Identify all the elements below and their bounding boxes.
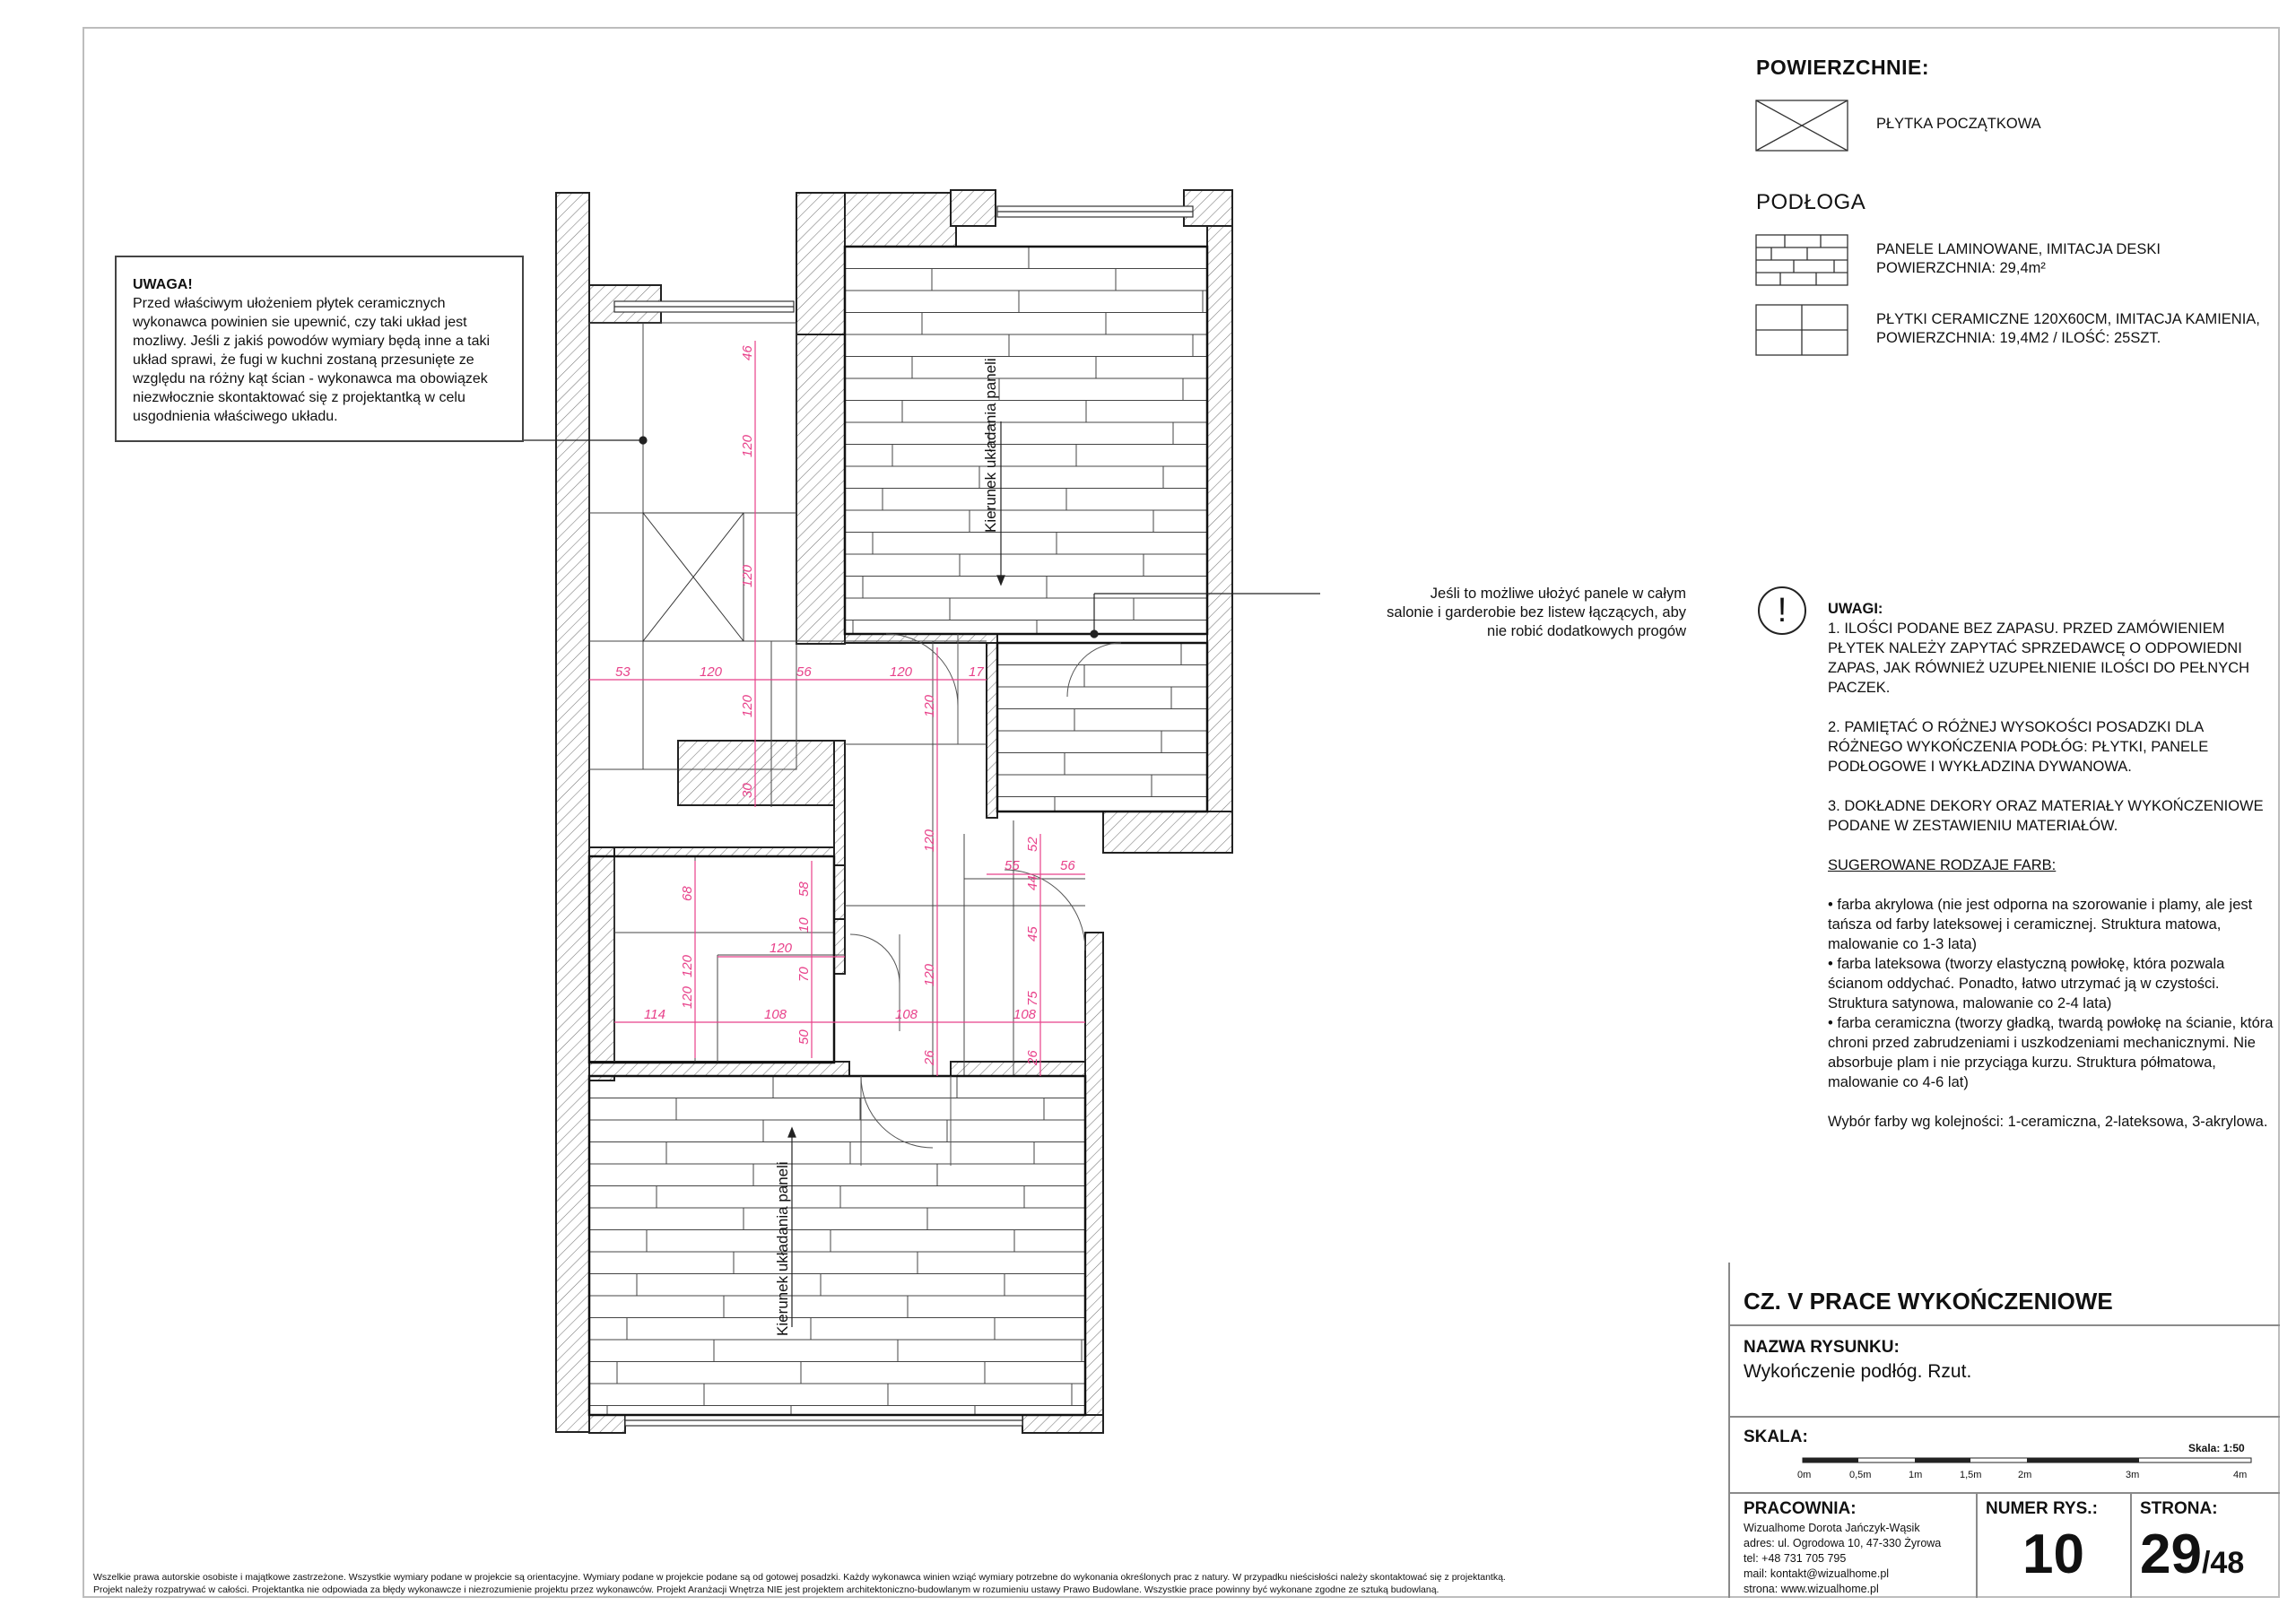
paint-item: • farba ceramiczna (tworzy gładką, twardą powłokę na ścianie, która chroni przed zabrudzeniami i uszkodzeniami mechanicznymi. Nie absorbuje plam i nie przyciąga kurzu. Struktura półmatowa, malowanie co 4-6 lat) bbox=[1828, 1015, 2274, 1090]
dim-label: 68 bbox=[680, 886, 695, 901]
dim-label: 70 bbox=[796, 967, 812, 982]
dim-label: 50 bbox=[796, 1029, 812, 1045]
uwagi-heading: UWAGI: bbox=[1828, 601, 1883, 617]
studio-label: PRACOWNIA: bbox=[1744, 1499, 1857, 1518]
scale-tick: 0,5m bbox=[1849, 1470, 1872, 1480]
note-line: salonie i garderobie bez listew łączących, aby bbox=[1387, 604, 1686, 621]
copyright-footer bbox=[93, 1571, 1708, 1596]
section-title: CZ. V PRACE WYKOŃCZENIOWE bbox=[1744, 1288, 2113, 1315]
note-line: mozliwy. Jeśli z jakiś powodów wymiary będą inne a taki bbox=[133, 334, 491, 349]
scale-bar bbox=[1803, 1458, 2251, 1462]
page-label: STRONA: bbox=[2140, 1499, 2218, 1518]
dim-label: 58 bbox=[796, 881, 812, 897]
scale-label: SKALA: bbox=[1744, 1428, 1808, 1446]
note-line: nie robić dodatkowych progów bbox=[1487, 623, 1686, 639]
dim-label: 108 bbox=[895, 1007, 918, 1022]
scale-ticks bbox=[1797, 1470, 2247, 1480]
footer-line: Wszelkie prawa autorskie osobiste i majątkowe zastrzeżone. Wszystkie wymiary podane w projekcie są orientacyjne. Wymiary podane w projekcie podane są od gotowej posadzki. Każdy wykonawca winien wziąć wymiary potrzebne do wykonania określonych prac z natury. W przypadku nieścisłości należy skontaktować się z projektantką. bbox=[93, 1572, 1506, 1583]
dim-label: 55 bbox=[1004, 858, 1020, 873]
note-line: Przed właściwym ułożeniem płytek ceramicznych bbox=[133, 296, 446, 311]
scale-tick: 1,5m bbox=[1960, 1470, 1982, 1480]
studio-line: Wizualhome Dorota Jańczyk-Wąsik bbox=[1744, 1522, 1920, 1534]
uwagi-item: 3. DOKŁADNE DEKORY ORAZ MATERIAŁY WYKOŃCZENIOWE PODANE W ZESTAWIENIU MATERIAŁÓW. bbox=[1828, 798, 2264, 834]
legend-swatches bbox=[1756, 100, 1848, 355]
laminate-garderobe bbox=[997, 643, 1207, 819]
dim-label: 120 bbox=[770, 941, 793, 956]
legend-ceramic bbox=[1876, 310, 2260, 348]
studio-line: tel: +48 731 705 795 bbox=[1744, 1552, 1847, 1565]
note-line: względu na różny kąt ścian - wykonawca ma obowiązek bbox=[133, 371, 488, 386]
dim-label: 10 bbox=[796, 917, 812, 933]
note-heading: UWAGA! bbox=[133, 277, 193, 292]
paint-heading: SUGEROWANE RODZAJE FARB: bbox=[1828, 857, 2057, 873]
dim-label: 120 bbox=[740, 564, 755, 587]
legend-laminate-line1: PANELE LAMINOWANE, IMITACJA DESKI bbox=[1876, 241, 2161, 257]
note-line: usgodnienia właściwego układu. bbox=[133, 409, 338, 424]
page-number bbox=[2140, 1523, 2244, 1586]
legend-ceramic-line2: POWIERZCHNIA: 19,4M2 / ILOŚĆ: 25SZT. bbox=[1876, 330, 2161, 346]
note-line: układ sprawi, że fugi w kuchni zostaną przesunięte ze bbox=[133, 352, 474, 368]
laminate-living bbox=[845, 247, 1207, 642]
direction-label-living: Kierunek układania paneli bbox=[982, 358, 999, 533]
dim-label: 17 bbox=[969, 664, 984, 680]
dim-label: 120 bbox=[890, 664, 913, 680]
number-label: NUMER RYS.: bbox=[1986, 1499, 2098, 1518]
studio-line: adres: ul. Ogrodowa 10, 47-330 Żyrowa bbox=[1744, 1537, 1942, 1549]
dim-label: 120 bbox=[922, 963, 937, 986]
dim-label: 120 bbox=[740, 434, 755, 457]
dim-label: 114 bbox=[644, 1007, 665, 1022]
paint-choice: Wybór farby wg kolejności: 1-ceramiczna, 2-lateksowa, 3-akrylowa. bbox=[1828, 1114, 2268, 1130]
uwagi-item: 2. PAMIĘTAĆ O RÓŻNEJ WYSOKOŚCI POSADZKI DLA RÓŻNEGO WYKOŃCZENIA PODŁÓG: PŁYTKI, PANELE PODŁOGOWE I WYKŁADZINA DYWANOWA. bbox=[1828, 719, 2209, 775]
scale-tick: 4m bbox=[2233, 1470, 2248, 1480]
legend-ceramic-line1: PŁYTKI CERAMICZNE 120X60CM, IMITACJA KAMIENIA, bbox=[1876, 311, 2260, 327]
note-box-uwaga bbox=[115, 256, 524, 442]
direction-label-bottom: Kierunek układania paneli bbox=[774, 1161, 791, 1336]
dim-label: 45 bbox=[1025, 926, 1040, 942]
dim-label: 75 bbox=[1025, 991, 1040, 1006]
dim-label: 120 bbox=[700, 664, 723, 680]
legend-laminate bbox=[1876, 240, 2161, 278]
dim-label: 120 bbox=[680, 954, 695, 977]
footer-line: Projekt należy rozpatrywać w całości. Projektantka nie odpowiada za błędy wykonawcze i niezrozumienie projektu przez wykonawców. Projekt Aranżacji Wnętrza NIE jest projektem architektoniczno-budowlanym w rozumieniu ustawy Prawo Budowlane. Wszystkie prace powinny być wykonane zgodne ze sztuką budowlaną. bbox=[93, 1584, 1439, 1595]
dim-label: 46 bbox=[740, 345, 755, 360]
dim-label: 56 bbox=[1060, 858, 1075, 873]
studio-line: strona: www.wizualhome.pl bbox=[1744, 1583, 1879, 1595]
legend-surfaces-title: POWIERZCHNIE: bbox=[1756, 56, 1930, 79]
dim-label: 26 bbox=[922, 1050, 937, 1065]
scale-tick: 3m bbox=[2126, 1470, 2140, 1480]
legend-laminate-line2: POWIERZCHNIA: 29,4m² bbox=[1876, 260, 2046, 276]
drawing-number: 10 bbox=[2022, 1523, 2084, 1585]
scale-tick: 1m bbox=[1909, 1470, 1923, 1480]
dim-label: 108 bbox=[1013, 1007, 1037, 1022]
note-line: Jeśli to możliwe ułożyć panele w całym bbox=[1430, 586, 1686, 602]
note-line: niezwłocznie skontaktować się z projektantką w celu bbox=[133, 390, 465, 405]
studio-line: mail: kontakt@wizualhome.pl bbox=[1744, 1567, 1890, 1580]
paint-item: • farba akrylowa (nie jest odporna na szorowanie i plamy, ale jest tańsza od farby lateksowej i ceramicznej. Struktura matowa, malowanie co 1-3 lata) bbox=[1828, 897, 2253, 952]
page-current: 29 bbox=[2140, 1523, 2202, 1585]
legend-floor-title: PODŁOGA bbox=[1756, 190, 1866, 214]
dim-label: 120 bbox=[680, 985, 695, 1009]
starter-tile bbox=[643, 513, 744, 641]
dim-label: 120 bbox=[740, 694, 755, 717]
dim-label: 52 bbox=[1025, 837, 1040, 852]
dim-label: 53 bbox=[615, 664, 631, 680]
notes-uwagi bbox=[1828, 599, 2282, 1132]
page-total: /48 bbox=[2201, 1546, 2245, 1580]
exclamation-icon: ! bbox=[1758, 586, 1806, 635]
dim-label: 26 bbox=[1025, 1050, 1040, 1065]
scale-value: Skala: 1:50 bbox=[2188, 1442, 2245, 1454]
uwagi-item: 1. ILOŚCI PODANE BEZ ZAPASU. PRZED ZAMÓWIENIEM PŁYTEK NALEŻY ZAPYTAĆ SPRZEDAWCĘ O ODPOWIEDNI ZAPAS, JAK RÓWNIEŻ UZUPEŁNIENIE ILOŚCI DO PEŁNYCH PACZEK. bbox=[1828, 621, 2250, 696]
drawing-name-label: NAZWA RYSUNKU: bbox=[1744, 1338, 1900, 1357]
note-line: wykonawca powinien sie upewnić, czy taki układ jest bbox=[133, 315, 467, 330]
scale-tick: 0m bbox=[1797, 1470, 1812, 1480]
dim-label: 120 bbox=[922, 829, 937, 852]
laminate-bottom bbox=[589, 1076, 1085, 1428]
paint-item: • farba lateksowa (tworzy elastyczną powłokę, która pozwala ścianom oddychać. Ponadto, łatwo utrzymać ją w czystości. Struktura satynowa, malowanie co 2-4 lata) bbox=[1828, 956, 2225, 1011]
dim-label: 120 bbox=[922, 694, 937, 717]
drawing-name: Wykończenie podłóg. Rzut. bbox=[1744, 1361, 1972, 1382]
dim-label: 30 bbox=[740, 783, 755, 798]
dim-label: 108 bbox=[764, 1007, 787, 1022]
legend-starter-tile-label: PŁYTKA POCZĄTKOWA bbox=[1876, 116, 2041, 132]
dim-label: 44 bbox=[1025, 875, 1040, 890]
dim-label: 56 bbox=[796, 664, 812, 680]
scale-tick: 2m bbox=[2018, 1470, 2032, 1480]
studio-info bbox=[1744, 1521, 1941, 1597]
note-panels bbox=[1327, 585, 1686, 641]
